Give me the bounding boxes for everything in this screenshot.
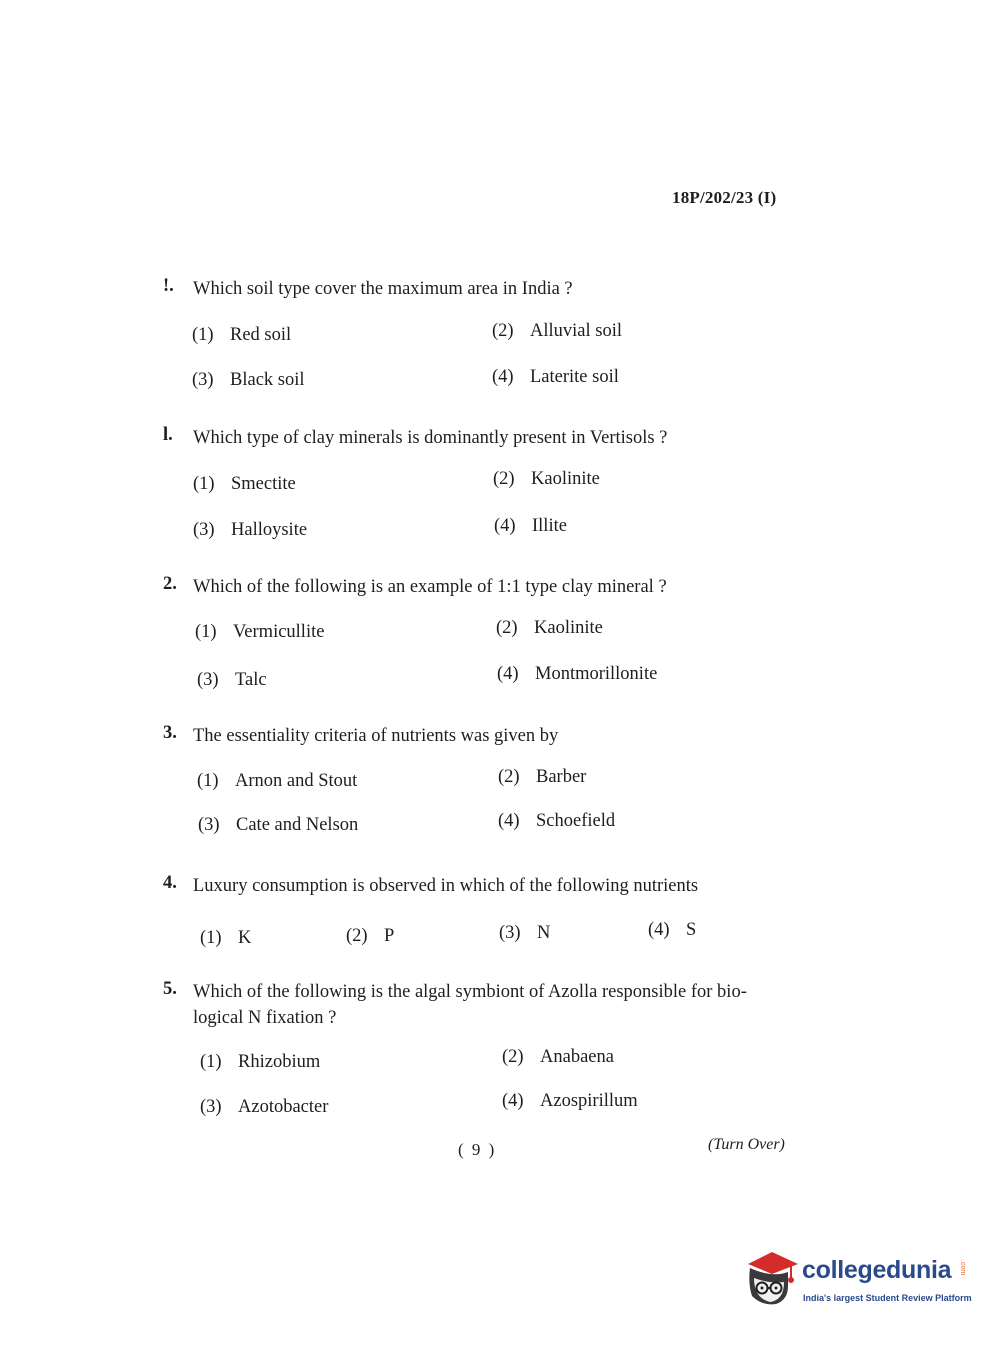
- option: (1) Smectite: [193, 474, 296, 494]
- question-number: !.: [163, 276, 174, 296]
- option: (3) Talc: [197, 670, 267, 690]
- option: (4) Illite: [494, 516, 567, 536]
- option: (2) Kaolinite: [493, 469, 600, 489]
- question-text: Which type of clay minerals is dominantly present in Vertisols ?: [193, 428, 668, 448]
- option: (4) Schoefield: [498, 811, 616, 831]
- question-text: Which soil type cover the maximum area in India ?: [193, 279, 573, 299]
- question-text: Which of the following is the algal symbiont of Azolla responsible for bio-logical N fixation ?: [193, 982, 747, 1028]
- option: (2) P: [346, 926, 395, 946]
- option: (4) Montmorillonite: [497, 664, 658, 684]
- question-number: 4.: [163, 873, 177, 893]
- option: (1) Red soil: [192, 325, 292, 345]
- option: (2) Barber: [498, 767, 587, 787]
- option: (2) Alluvial soil: [492, 321, 622, 341]
- question-number: 2.: [163, 574, 177, 594]
- question-number: 5.: [163, 979, 177, 999]
- option: (3) Black soil: [192, 370, 305, 390]
- brand-suffix: .com: [959, 1260, 966, 1276]
- option: (2) Kaolinite: [496, 618, 603, 638]
- question-text: The essentiality criteria of nutrients was given by: [193, 726, 559, 746]
- question-text: Luxury consumption is observed in which of the following nutrients: [193, 876, 699, 896]
- option: (1) Vermicullite: [195, 622, 325, 642]
- option: (3) Azotobacter: [200, 1097, 329, 1117]
- question-number: l.: [163, 425, 173, 445]
- option: (1) Rhizobium: [200, 1052, 321, 1072]
- question-text: Which of the following is an example of 1:1 type clay mineral ?: [193, 577, 667, 597]
- option: (3) Cate and Nelson: [198, 815, 359, 835]
- option: (4) Laterite soil: [492, 367, 619, 387]
- mascot-icon: [742, 1250, 800, 1310]
- question-number: 3.: [163, 723, 177, 743]
- turn-over-note: (Turn Over): [708, 1136, 785, 1153]
- option: (1) Arnon and Stout: [197, 771, 358, 791]
- collegedunia-logo: [742, 1250, 972, 1310]
- brand-name: collegedunia: [802, 1256, 952, 1284]
- option: (4) S: [648, 920, 697, 940]
- option: (1) K: [200, 928, 252, 948]
- option: (3) N: [499, 923, 551, 943]
- option: (3) Halloysite: [193, 520, 308, 540]
- option: (4) Azospirillum: [502, 1091, 638, 1111]
- brand-tagline: India's largest Student Review Platform: [803, 1293, 972, 1303]
- paper-code: 18P/202/23 (I): [672, 188, 777, 207]
- page-number: ( 9 ): [458, 1140, 497, 1159]
- option: (2) Anabaena: [502, 1047, 614, 1067]
